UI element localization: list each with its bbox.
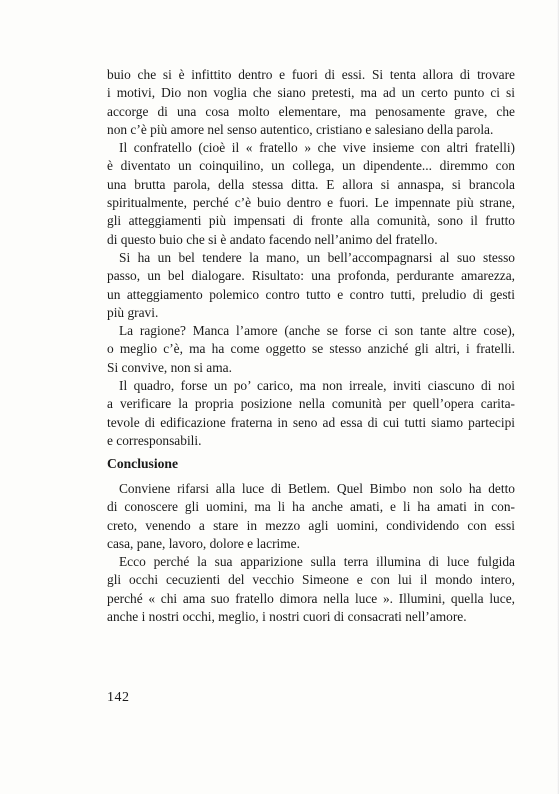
- text-line: di questo buio che si è andato facendo nell’animo del fratello.: [107, 231, 438, 247]
- paragraph: [107, 553, 515, 626]
- text-line: spiritualmente, perché c’è buio dentro e fuori. Le impennate più strane,: [107, 195, 515, 211]
- paragraph: [107, 249, 515, 322]
- text-line: Si convive, non si ama.: [107, 359, 232, 375]
- text-line: La ragione? Manca l’amore (anche se forse ci son tante altre cose),: [119, 323, 515, 339]
- paragraph: [107, 480, 515, 553]
- body-text-bottom: [107, 480, 515, 626]
- text-line: anche i nostri occhi, meglio, i nostri cuori di consacrati nell’amore.: [107, 609, 467, 625]
- page-number: 142: [107, 690, 130, 705]
- text-line: casa, pane, lavoro, dolore e lacrime.: [107, 535, 300, 551]
- text-line: Il confratello (cioè il « fratello » che vive insieme con altri fratelli): [119, 140, 515, 156]
- text-line: buio che si è infittito dentro e fuori di essi. Si tenta allora di trovare: [107, 67, 515, 82]
- text-line: a verificare la propria posizione nella comunità per quell’opera carita-: [107, 396, 515, 412]
- text-line: gli occhi cecuzienti del vecchio Simeone e con lui il mondo intero,: [107, 572, 515, 588]
- text-line: un atteggiamento polemico contro tutto e contro tutti, preludio di gesti: [107, 286, 515, 302]
- text-line: i motivi, Dio non voglia che siano pretesti, ma ad un certo punto ci si: [107, 85, 515, 101]
- text-line: tevole di edificazione fraterna in seno ad essa di cui tutti siamo partecipi: [107, 414, 515, 430]
- text-line: Conviene rifarsi alla luce di Betlem. Quel Bimbo non solo ha detto: [119, 481, 515, 496]
- paragraph: [107, 322, 515, 377]
- section-heading: Conclusione: [107, 456, 179, 471]
- text-line: creto, venendo a stare in mezzo agli uomini, condividendo con essi: [107, 517, 515, 533]
- text-line: accorge di una cosa molto elementare, ma penosamente grave, che: [107, 103, 515, 119]
- text-line: Si ha un bel tendere la mano, un bell’accompagnarsi al suo stesso: [119, 249, 515, 265]
- text-line: è diventato un coinquilino, un collega, un dipendente... diremmo con: [107, 158, 515, 174]
- text-line: Il quadro, forse un po’ carico, ma non irreale, inviti ciascuno di noi: [119, 378, 515, 394]
- paragraph: [107, 139, 515, 249]
- text-line: gli atteggiamenti più impensati di fronte alla comunità, sono il frutto: [107, 213, 515, 229]
- text-line: non c’è più amore nel senso autentico, cristiano e salesiano della parola.: [107, 121, 494, 137]
- body-text-top: [107, 66, 515, 450]
- paragraph: [107, 377, 515, 450]
- text-line: di conoscere gli uomini, ma li ha anche amati, e li ha amati in con-: [107, 499, 515, 515]
- text-line: passo, un bel dialogare. Risultato: una profonda, perdurante amarezza,: [107, 268, 515, 284]
- text-line: o meglio c’è, ma ha come oggetto se stesso anziché gli altri, i fratelli.: [107, 341, 515, 357]
- paragraph: [107, 66, 515, 139]
- text-line: e corresponsabili.: [107, 432, 202, 448]
- text-line: una brutta parola, della stessa ditta. E allora si annaspa, si brancola: [107, 176, 515, 192]
- text-line: perché « chi ama suo fratello dimora nella luce ». Illumini, quella luce,: [107, 590, 515, 606]
- text-line: più gravi.: [107, 304, 159, 320]
- text-line: Ecco perché la sua apparizione sulla terra illumina di luce fulgida: [119, 554, 515, 570]
